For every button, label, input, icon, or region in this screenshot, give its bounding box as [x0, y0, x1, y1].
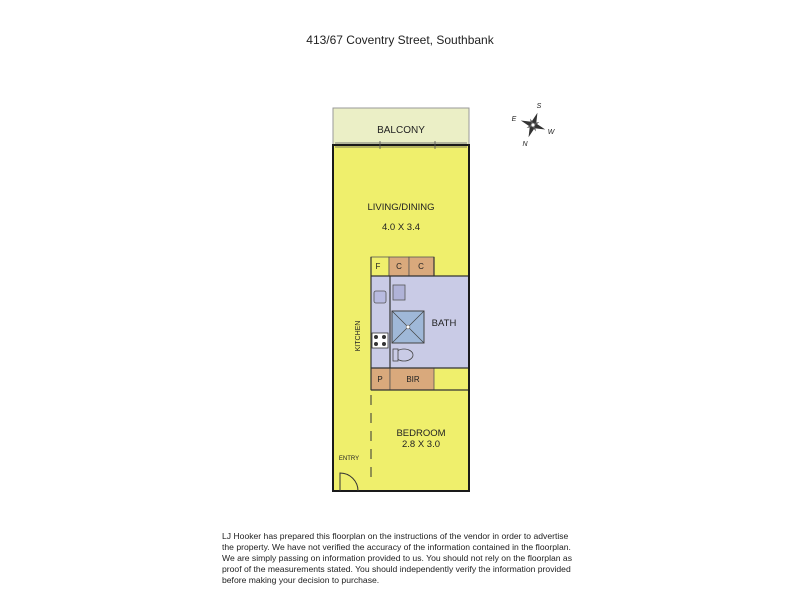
basin-icon — [393, 285, 405, 300]
bedroom-dimensions: 2.8 X 3.0 — [401, 439, 441, 450]
compass-n: N — [522, 141, 528, 148]
compass-e: E — [511, 116, 517, 123]
entry-label: ENTRY — [338, 456, 360, 462]
disclaimer-text: LJ Hooker has prepared this floorplan on the instructions of the vendor in order to advertise the property. We have not verified the accuracy of the information contained in the floorplan. We are simply passing on information provided to us. You should not rely on the floorplan as proof of the measurements stated. You should independently verify the information provided before making your decision to purchase. — [222, 531, 573, 585]
address-title: 413/67 Coventry Street, Southbank — [306, 33, 494, 47]
bath-label: BATH — [431, 318, 457, 329]
living-label: LIVING/DINING — [367, 202, 435, 213]
balcony-label: BALCONY — [377, 125, 425, 136]
bir-label: BIR — [406, 375, 420, 384]
cupboard-1-label: C — [396, 262, 402, 271]
pantry-label: P — [377, 375, 383, 384]
compass-icon — [516, 108, 549, 141]
bedroom-label: BEDROOM — [396, 428, 446, 439]
compass-w: W — [547, 129, 555, 136]
kitchen-label: KITCHEN — [355, 320, 362, 352]
living-dimensions: 4.0 X 3.4 — [381, 222, 421, 233]
sink-icon — [374, 291, 386, 303]
cooktop-icon — [372, 333, 388, 348]
kitchen-bench — [371, 276, 390, 368]
cupboard-2-label: C — [418, 262, 424, 271]
fridge-label: F — [375, 262, 381, 271]
compass-s: S — [536, 103, 542, 110]
